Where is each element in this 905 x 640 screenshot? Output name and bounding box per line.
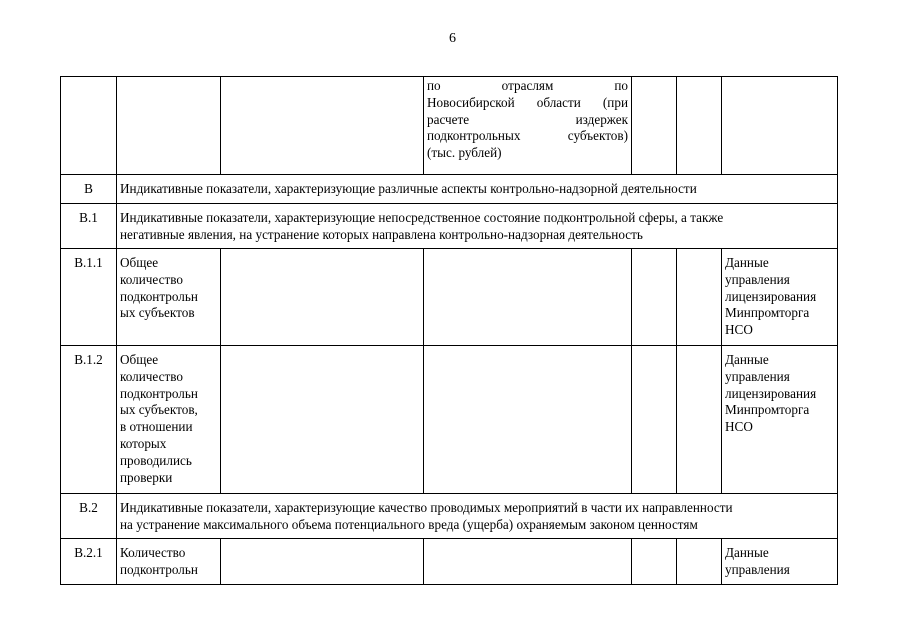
name-line: Количество (120, 545, 186, 560)
cell-col6 (677, 77, 722, 175)
section-title-line: на устранение максимального объема потенциального вреда (ущерба) охраняемым законом ценностям (120, 516, 698, 532)
cell-col3 (221, 77, 424, 175)
cell-section-title: Индикативные показатели, характеризующие различные аспекты контрольно-надзорной деятельности (117, 175, 838, 204)
table-row-continuation (61, 77, 838, 175)
source-line: Данные (725, 545, 769, 560)
source-line: Минпромторга (725, 402, 810, 418)
name-line: количество (120, 368, 183, 384)
description-line: подконтрольных субъектов) (427, 128, 628, 144)
table-row-section-b2 (61, 494, 838, 539)
description-line: по отраслям по (427, 78, 628, 93)
cell-description (424, 539, 632, 585)
name-line: подконтрольн (120, 385, 198, 401)
name-line: ых субъектов (120, 305, 195, 321)
name-line: количество (120, 271, 183, 287)
name-line: ых субъектов, (120, 402, 198, 418)
source-line: управления (725, 368, 790, 384)
cell-col5 (632, 77, 677, 175)
table-row-section-b (61, 175, 838, 204)
description-line: расчете издержек (427, 111, 628, 127)
cell-source (722, 249, 838, 346)
name-line: которых (120, 435, 167, 451)
cell-section-title (117, 494, 838, 539)
source-line: управления (725, 561, 790, 577)
name-line: подконтрольн (120, 561, 198, 577)
cell-code: В.2 (61, 494, 117, 539)
cell-name (117, 249, 221, 346)
cell-col5 (632, 539, 677, 585)
cell-col6 (677, 249, 722, 346)
description-line: (тыс. рублей) (427, 145, 502, 161)
cell-col3 (221, 539, 424, 585)
source-line: Данные (725, 255, 769, 270)
cell-code: В.1.1 (61, 249, 117, 346)
cell-col5 (632, 346, 677, 494)
name-line: Общее (120, 255, 159, 270)
cell-code: В (61, 175, 117, 204)
cell-description (424, 77, 632, 175)
source-line: Минпромторга (725, 305, 810, 321)
cell-code: В.2.1 (61, 539, 117, 585)
cell-source (722, 77, 838, 175)
table-row-b21 (61, 539, 838, 585)
source-line: лицензирования (725, 288, 817, 304)
source-line: управления (725, 271, 790, 287)
cell-code (61, 77, 117, 175)
cell-name (117, 77, 221, 175)
section-title-line: Индикативные показатели, характеризующие качество проводимых мероприятий в части их направленности (120, 500, 733, 515)
section-title-line: негативные явления, на устранение которых направлена контрольно-надзорная деятельность (120, 226, 643, 242)
cell-source (722, 539, 838, 585)
description-line: Новосибирской области (при (427, 94, 628, 110)
page-number: 6 (449, 31, 456, 46)
source-line: лицензирования (725, 385, 817, 401)
table-row-b12 (61, 346, 838, 494)
name-line: проверки (120, 469, 173, 485)
source-line: НСО (725, 322, 753, 338)
cell-source (722, 346, 838, 494)
source-line: НСО (725, 419, 753, 435)
cell-code: В.1 (61, 204, 117, 249)
source-line: Данные (725, 352, 769, 367)
cell-col3 (221, 346, 424, 494)
section-title-line: Индикативные показатели, характеризующие непосредственное состояние подконтрольной сферы, а также (120, 210, 724, 225)
cell-col5 (632, 249, 677, 346)
cell-description (424, 346, 632, 494)
cell-section-title (117, 204, 838, 249)
cell-description (424, 249, 632, 346)
cell-col3 (221, 249, 424, 346)
cell-code: В.1.2 (61, 346, 117, 494)
name-line: подконтрольн (120, 288, 198, 304)
cell-name (117, 346, 221, 494)
name-line: Общее (120, 352, 159, 367)
table-row-b11 (61, 249, 838, 346)
cell-name (117, 539, 221, 585)
name-line: в отношении (120, 419, 193, 435)
indicators-table (60, 76, 838, 585)
name-line: проводились (120, 452, 192, 468)
cell-col6 (677, 346, 722, 494)
cell-col6 (677, 539, 722, 585)
table-row-section-b1 (61, 204, 838, 249)
